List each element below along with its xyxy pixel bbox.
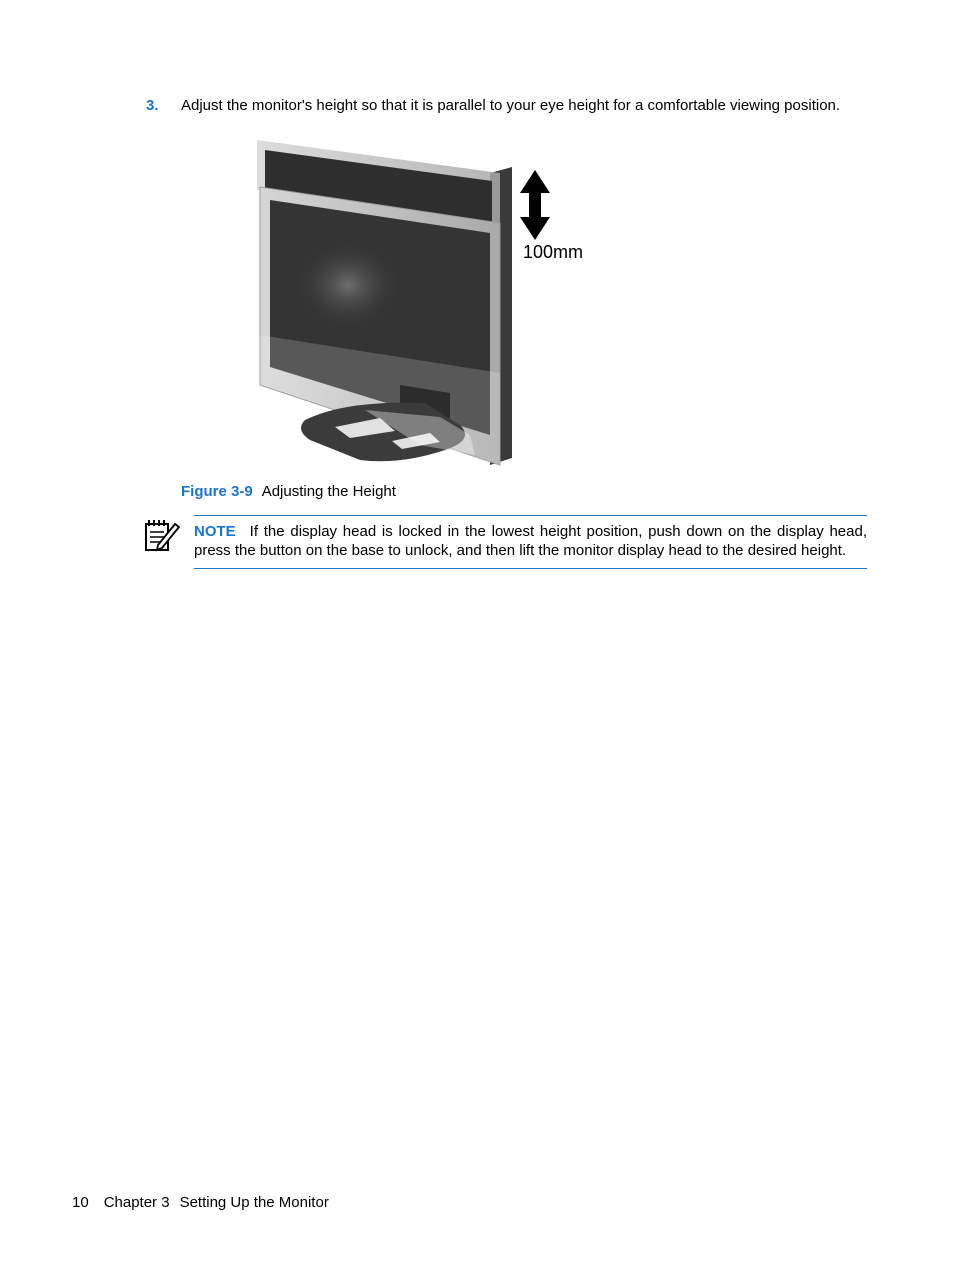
page-number: 10: [72, 1194, 89, 1211]
note-label: NOTE: [194, 523, 236, 540]
dimension-label: 100mm: [523, 242, 584, 262]
note-box: [194, 515, 867, 569]
note-icon: [144, 518, 180, 552]
step-number: 3.: [146, 97, 159, 114]
note-text: If the display head is locked in the lowest height position, push down on the display head, press the button on the base to unlock, and then lift the monitor display head to the desired height.: [194, 523, 867, 559]
footer-chapter: Chapter 3: [103, 1194, 170, 1211]
page-footer: [72, 1193, 344, 1212]
figure-caption: [181, 482, 396, 501]
monitor-height-illustration: [250, 135, 600, 470]
double-arrow-icon: [520, 170, 550, 240]
figure-caption-text: Adjusting the Height: [261, 483, 396, 500]
footer-chapter-title: Setting Up the Monitor: [179, 1194, 329, 1211]
figure-caption-label: Figure 3-9: [181, 483, 253, 500]
step-text: Adjust the monitor's height so that it is parallel to your eye height for a comfortable viewing position.: [181, 97, 841, 114]
